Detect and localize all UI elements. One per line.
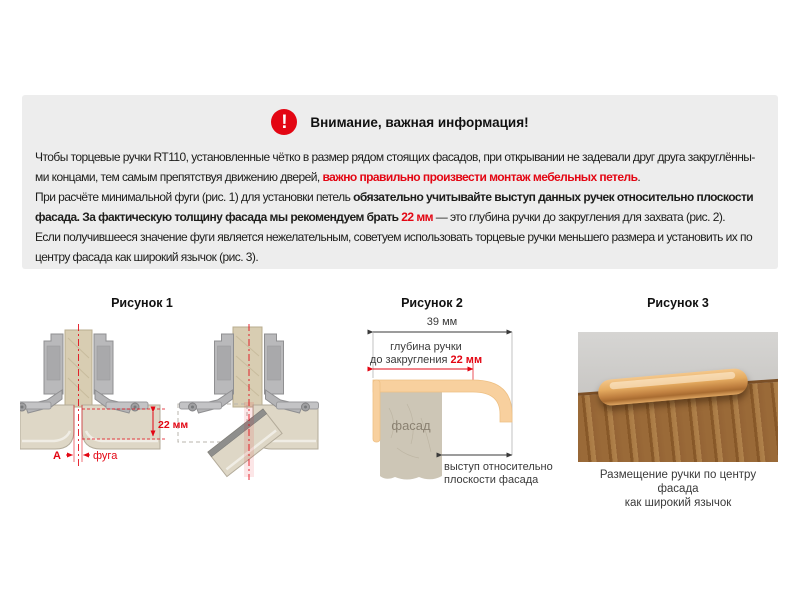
figure2-caption: Рисунок 2 (401, 296, 463, 310)
notice-line: Если получившееся значение фуги является нежелательным, советуем использовать торцевые ручки меньшего размера и установить их по (35, 230, 753, 244)
notice-line: центру фасада как широкий язычок (рис. 3). (35, 250, 259, 264)
figure1-caption: Рисунок 1 (111, 296, 173, 310)
cabinet-panel-right (233, 327, 262, 407)
figure3-note-line2: как широкий язычок (624, 497, 732, 509)
notice-text (35, 147, 775, 267)
figure1-drawing (20, 312, 340, 487)
gap-dim (53, 450, 118, 462)
notice-line: фасада. За фактическую толщину фасада мы рекомендуем брать 22 мм — это глубина ручки до закругления для захвата (рис. 2). (35, 210, 726, 224)
handle-highlight (609, 372, 735, 390)
facade-panel (380, 392, 442, 480)
figure3-photo (578, 332, 778, 462)
svg-text:39 мм: 39 мм (426, 316, 458, 328)
svg-text:до закругления 22 мм: до закругления 22 мм (369, 354, 483, 366)
notice-header (22, 108, 778, 136)
info-notice (22, 95, 778, 269)
notice-line: Чтобы торцевые ручки RT110, установленные чётко в размер рядом стоящих фасадов, при открывании не задевали друг друга закруглённы- (35, 150, 755, 164)
notice-line: При расчёте минимальной фуги (рис. 1) для установки петель обязательно учитывайте выступ данных ручек относительно плоскости (35, 190, 754, 204)
figure3-note (578, 468, 778, 510)
exclamation-icon: ! (271, 109, 297, 135)
figure3-note-line1: Размещение ручки по центру фасада (599, 469, 757, 495)
figure2-drawing (355, 308, 565, 508)
svg-text:А: А (53, 450, 61, 462)
figure3-caption: Рисунок 3 (647, 296, 709, 310)
notice-title: Внимание, важная информация! (310, 114, 529, 130)
svg-text:фуга: фуга (93, 450, 118, 462)
svg-text:выступ относительно: выступ относительно (444, 461, 553, 473)
svg-text:плоскости фасада: плоскости фасада (444, 474, 539, 486)
svg-text:22 мм: 22 мм (158, 419, 189, 431)
door-right (82, 405, 160, 449)
svg-text:глубина ручки: глубина ручки (390, 341, 462, 353)
protrusion-dim (442, 455, 553, 486)
svg-text:фасад: фасад (391, 418, 431, 433)
notice-line: ми концами, тем самым препятствуя движению дверей, важно правильно произвести монтаж мебельных петель. (35, 170, 641, 184)
dim-depth-22mm (370, 341, 482, 380)
